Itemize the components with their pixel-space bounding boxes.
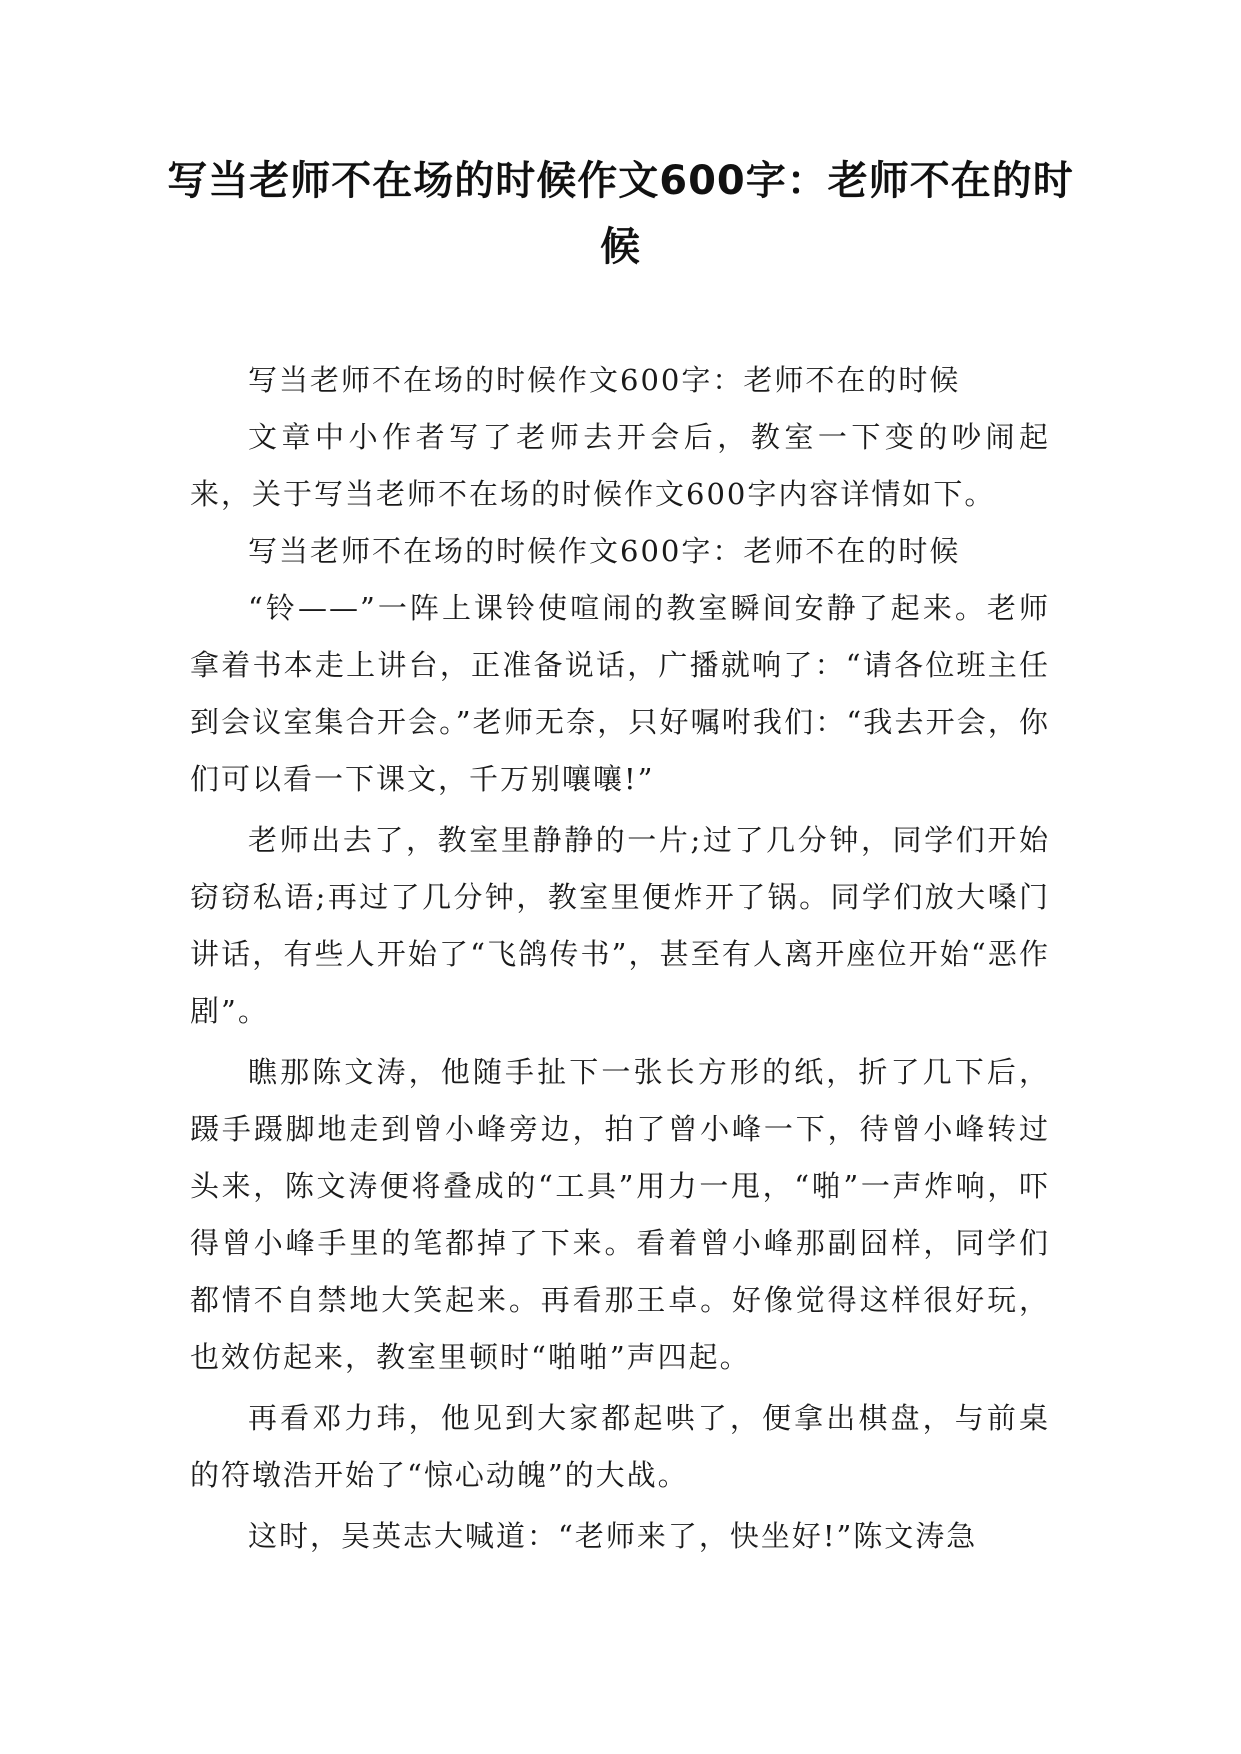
paragraph-bell: “铃——”一阵上课铃使喧闹的教室瞬间安静了起来。老师拿着书本走上讲台，正准备说话，广播就响了：“请各位班主任到会议室集合开会。”老师无奈，只好嘱咐我们：“我去开会，你们可以看一下课文，千万别嚷嚷!” xyxy=(190,591,1050,796)
document-body xyxy=(190,352,1050,1565)
paragraph-chen-wentao: 瞧那陈文涛，他随手扯下一张长方形的纸，折了几下后，蹑手蹑脚地走到曾小峰旁边，拍了曾小峰一下，待曾小峰转过头来，陈文涛便将叠成的“工具”用力一甩，“啪”一声炸响，吓得曾小峰手里的笔都掉了下来。看着曾小峰那副囧样，同学们都情不自禁地大笑起来。再看那王卓。好像觉得这样很好玩，也效仿起来，教室里顿时“啪啪”声四起。 xyxy=(190,1055,1050,1374)
paragraph-intro: 文章中小作者写了老师去开会后，教室一下变的吵闹起来，关于写当老师不在场的时候作文600字内容详情如下。 xyxy=(190,420,1050,511)
paragraph-subtitle: 写当老师不在场的时候作文600字：老师不在的时候 xyxy=(248,363,961,397)
paragraph-teacher-leaves: 老师出去了，教室里静静的一片;过了几分钟，同学们开始窃窃私语;再过了几分钟，教室里便炸开了锅。同学们放大嗓门讲话，有些人开始了“飞鸽传书”，甚至有人离开座位开始“恶作剧”。 xyxy=(190,823,1050,1028)
paragraph-wu-yingzhi: 这时，吴英志大喊道：“老师来了，快坐好!”陈文涛急 xyxy=(248,1519,978,1553)
paragraph-subtitle-repeat: 写当老师不在场的时候作文600字：老师不在的时候 xyxy=(248,534,961,568)
document-title: 写当老师不在场的时候作文600字：老师不在的时候 xyxy=(167,158,1074,270)
paragraph-deng-liwei: 再看邓力玮，他见到大家都起哄了，便拿出棋盘，与前桌的符墩浩开始了“惊心动魄”的大战。 xyxy=(190,1401,1050,1492)
